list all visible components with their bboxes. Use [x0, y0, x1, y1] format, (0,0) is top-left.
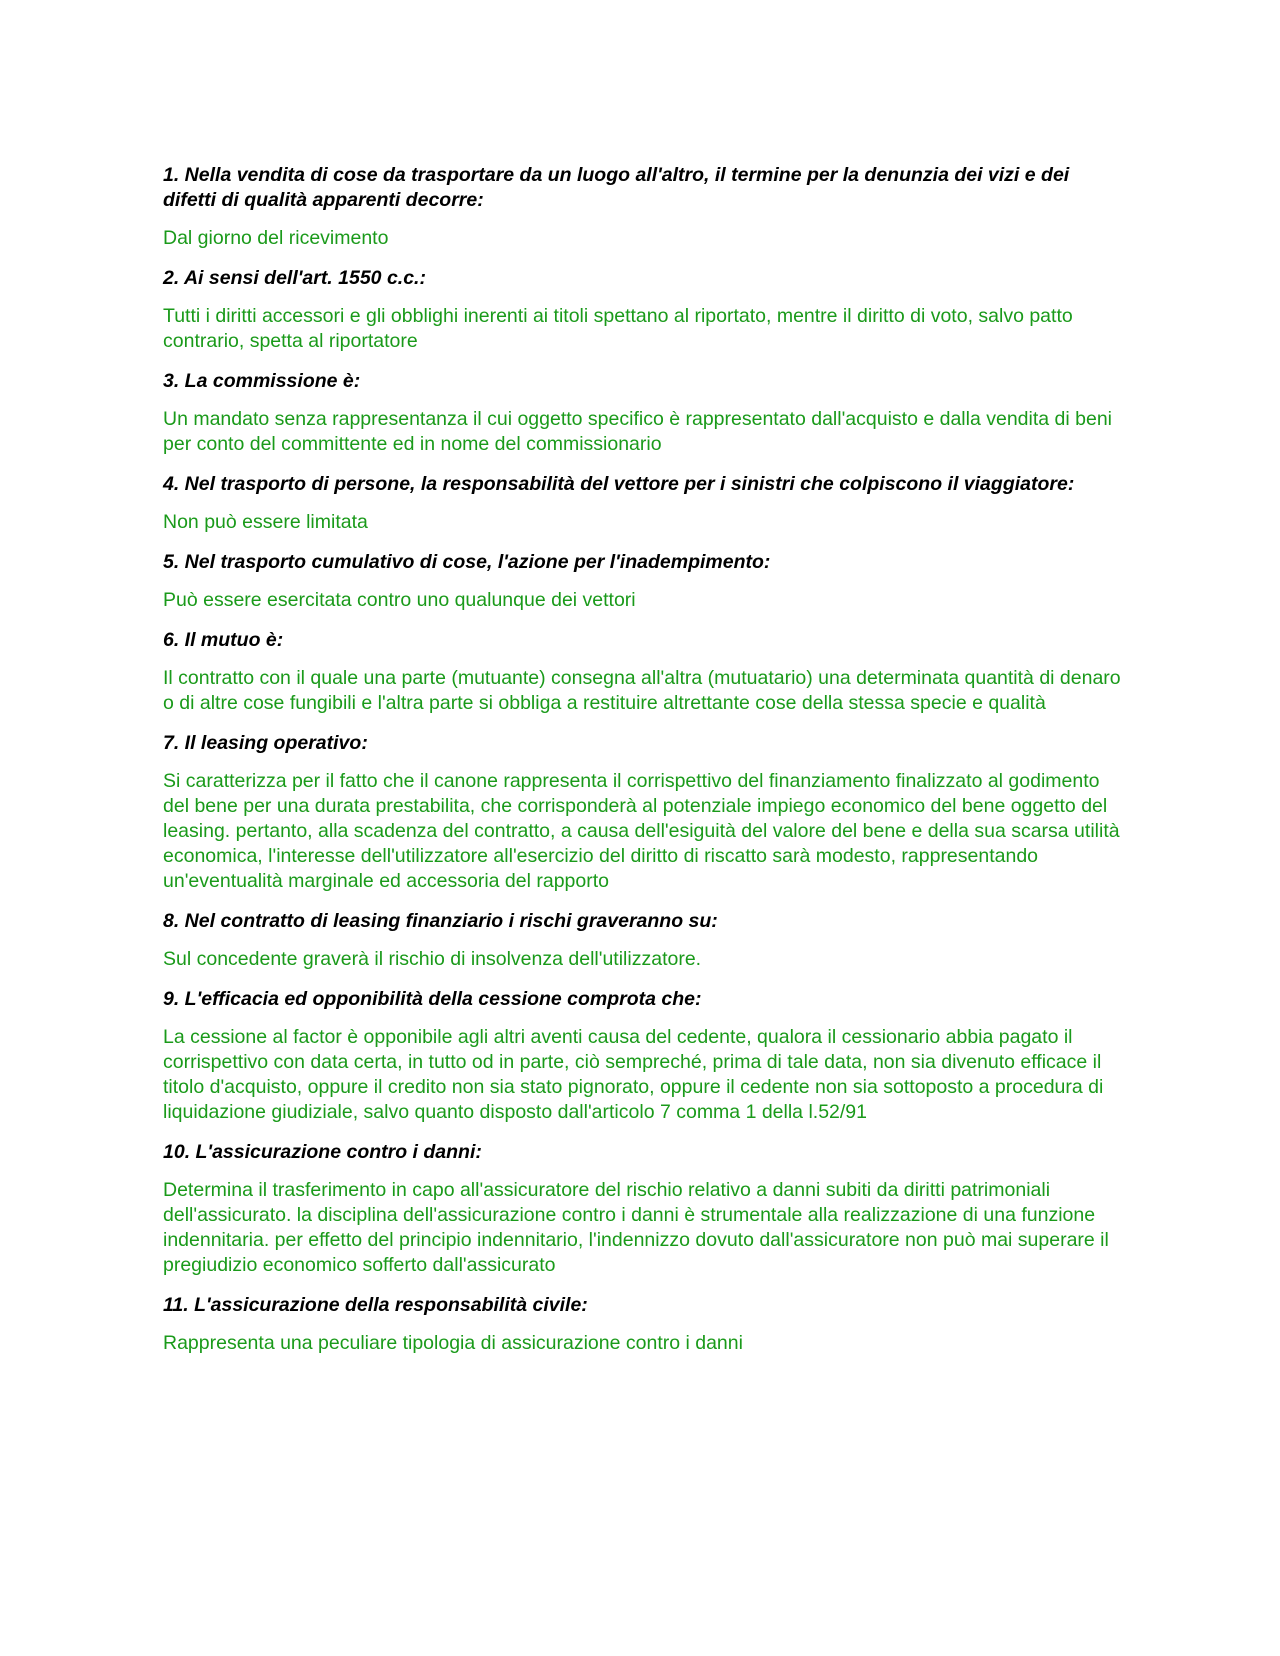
- answer-text: La cessione al factor è opponibile agli altri aventi causa del cedente, qualora il cessionario abbia pagato il corrispettivo con data certa, in tutto od in parte, ciò sempreché, prima di tale data, non sia divenuto efficace il titolo d'acquisto, oppure il credito non sia stato pignorato, oppure il cedente non sia sottoposto a procedura di liquidazione giudiziale, salvo quanto disposto dall'articolo 7 comma 1 della l.52/91: [163, 1026, 1104, 1123]
- question-text: 10. L'assicurazione contro i danni:: [163, 1141, 482, 1163]
- question-text: 5. Nel trasporto cumulativo di cose, l'azione per l'inadempimento:: [163, 551, 771, 573]
- answer-text: Dal giorno del ricevimento: [163, 227, 389, 249]
- qa-item-4: [163, 472, 1123, 535]
- qa-item-3: [163, 369, 1123, 457]
- answer-text: Il contratto con il quale una parte (mutuante) consegna all'altra (mutuatario) una determinata quantità di denaro o di altre cose fungibili e l'altra parte si obbliga a restituire altrettante cose della stessa specie e qualità: [163, 667, 1121, 714]
- answer-text: Un mandato senza rappresentanza il cui oggetto specifico è rappresentato dall'acquisto e dalla vendita di beni per conto del committente ed in nome del commissionario: [163, 408, 1112, 455]
- question-text: 1. Nella vendita di cose da trasportare da un luogo all'altro, il termine per la denunzia dei vizi e dei difetti di qualità apparenti decorre:: [163, 164, 1070, 211]
- question-text: 3. La commissione è:: [163, 370, 361, 392]
- answer-text: Si caratterizza per il fatto che il canone rappresenta il corrispettivo del finanziamento finalizzato al godimento del bene per una durata prestabilita, che corrisponderà al potenziale impiego economico del bene oggetto del leasing. pertanto, alla scadenza del contratto, a causa dell'esiguità del valore del bene e della sua scarsa utilità economica, l'interesse dell'utilizzatore all'esercizio del diritto di riscatto sarà modesto, rappresentando un'eventualità marginale ed accessoria del rapporto: [163, 770, 1120, 892]
- document-page: [163, 163, 1123, 1371]
- question-text: 11. L'assicurazione della responsabilità civile:: [163, 1294, 588, 1316]
- qa-item-11: [163, 1293, 1123, 1356]
- qa-item-5: [163, 550, 1123, 613]
- qa-item-6: [163, 628, 1123, 716]
- question-text: 6. Il mutuo è:: [163, 629, 284, 651]
- question-text: 8. Nel contratto di leasing finanziario i rischi graveranno su:: [163, 910, 718, 932]
- answer-text: Può essere esercitata contro uno qualunque dei vettori: [163, 589, 636, 611]
- question-text: 2. Ai sensi dell'art. 1550 c.c.:: [163, 267, 426, 289]
- answer-text: Sul concedente graverà il rischio di insolvenza dell'utilizzatore.: [163, 948, 702, 970]
- qa-item-10: [163, 1140, 1123, 1278]
- answer-text: Rappresenta una peculiare tipologia di assicurazione contro i danni: [163, 1332, 743, 1354]
- qa-item-1: [163, 163, 1123, 251]
- question-text: 7. Il leasing operativo:: [163, 732, 368, 754]
- qa-item-2: [163, 266, 1123, 354]
- answer-text: Non può essere limitata: [163, 511, 368, 533]
- answer-text: Tutti i diritti accessori e gli obblighi inerenti ai titoli spettano al riportato, mentre il diritto di voto, salvo patto contrario, spetta al riportatore: [163, 305, 1073, 352]
- qa-item-7: [163, 731, 1123, 894]
- qa-item-9: [163, 987, 1123, 1125]
- answer-text: Determina il trasferimento in capo all'assicuratore del rischio relativo a danni subiti da diritti patrimoniali dell'assicurato. la disciplina dell'assicurazione contro i danni è strumentale alla realizzazione di una funzione indennitaria. per effetto del principio indennitario, l'indennizzo dovuto dall'assicuratore non può mai superare il pregiudizio economico sofferto dall'assicurato: [163, 1179, 1109, 1276]
- question-text: 9. L'efficacia ed opponibilità della cessione comprota che:: [163, 988, 702, 1010]
- question-text: 4. Nel trasporto di persone, la responsabilità del vettore per i sinistri che colpiscono il viaggiatore:: [163, 473, 1075, 495]
- qa-item-8: [163, 909, 1123, 972]
